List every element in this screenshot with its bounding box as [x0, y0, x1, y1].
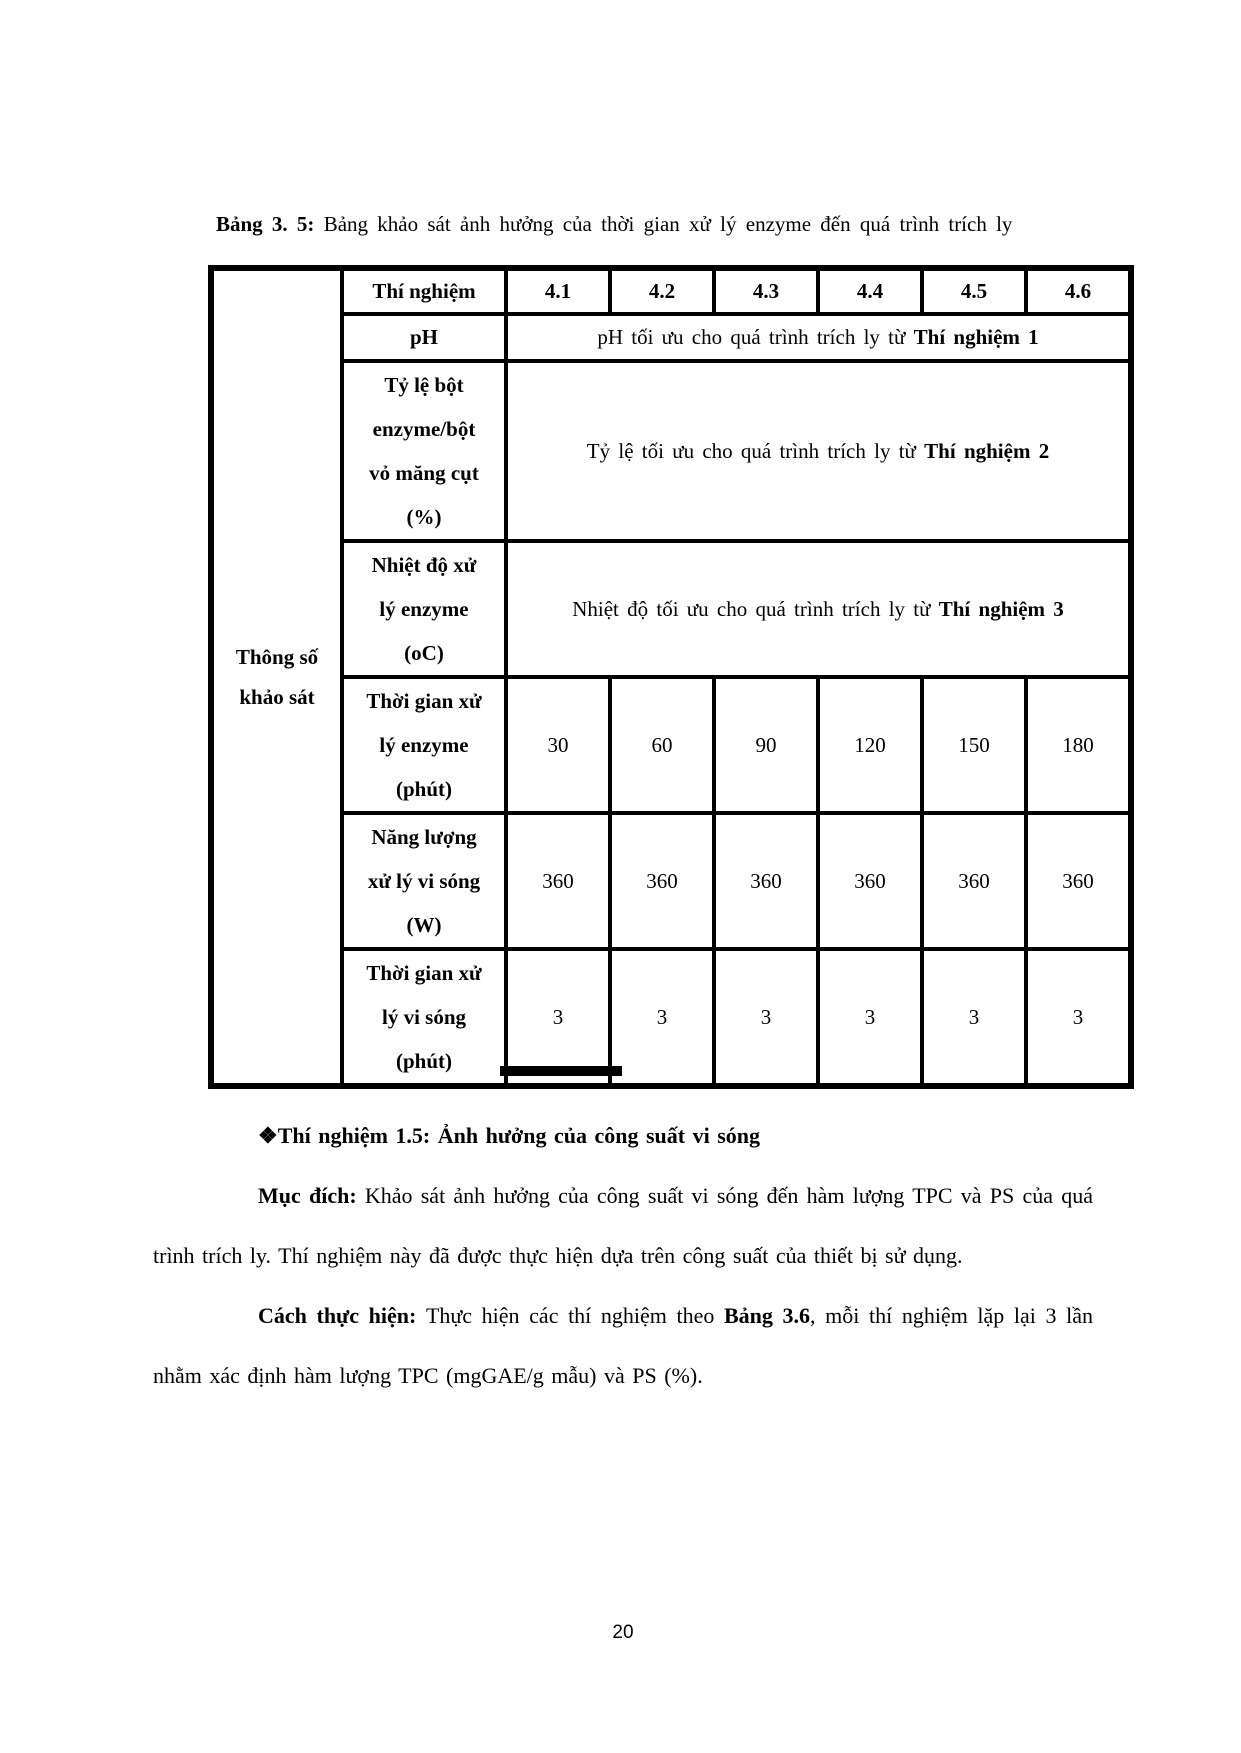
value-cell: 360 — [610, 813, 714, 949]
row-label-line: lý vi sóng — [381, 1005, 467, 1029]
row-label-line: lý enzyme — [379, 733, 469, 757]
value-cell: 360 — [818, 813, 922, 949]
row-label-cell — [342, 949, 506, 1086]
table-row — [211, 268, 1131, 314]
paragraph-text: Thực hiện các thí nghiệm theo — [425, 1303, 724, 1328]
value-cell: 360 — [922, 813, 1026, 949]
row-span-value-cell — [506, 314, 1131, 361]
experiment-number-cell: 4.1 — [506, 268, 610, 314]
table-caption — [216, 212, 1056, 237]
header-label-cell: Thí nghiệm — [342, 268, 506, 314]
value-cell: 150 — [922, 677, 1026, 813]
paragraph-text-bold: Bảng 3.6 — [724, 1303, 811, 1328]
experiment-number-cell: 4.4 — [818, 268, 922, 314]
experiment-number-cell: 4.3 — [714, 268, 818, 314]
section-heading: ❖Thí nghiệm 1.5: Ảnh hưởng của công suất vi sóng — [258, 1123, 760, 1148]
row-label-line: Thời gian xử — [366, 689, 482, 713]
table-caption-text: Bảng khảo sát ảnh hưởng của thời gian xử lý enzyme đến quá trình trích ly — [314, 212, 1013, 236]
table-row — [211, 677, 1131, 813]
paragraph-text: Khảo sát ảnh hưởng của công suất vi sóng đến hàm lượng TPC và PS của quá trình trích ly. Thí nghiệm này đã được thực hiện dựa trên công suất của thiết bị sử dụng. — [153, 1183, 1093, 1268]
table-caption-label: Bảng 3. 5: — [216, 212, 315, 236]
row-label-cell — [342, 361, 506, 541]
row-label-line: (phút) — [395, 777, 453, 801]
value-cell: 3 — [610, 949, 714, 1086]
row-label-line: Thời gian xử — [366, 961, 482, 985]
value-cell: 180 — [1026, 677, 1131, 813]
value-cell: 120 — [818, 677, 922, 813]
value-cell: 3 — [1026, 949, 1131, 1086]
table-row — [211, 541, 1131, 677]
value-cell: 360 — [714, 813, 818, 949]
row-label-cell — [342, 677, 506, 813]
row-group-label-cell — [211, 268, 342, 1086]
row-label-line: Tỷ lệ bột — [384, 373, 464, 397]
span-text-bold: Thí nghiệm 2 — [924, 438, 1050, 463]
row-label-line: Nhiệt độ xử — [371, 553, 477, 577]
row-label-line: (W) — [406, 913, 442, 937]
paragraph-lead: Cách thực hiện: — [258, 1303, 426, 1328]
row-label-cell — [342, 813, 506, 949]
row-label-line: enzyme/bột — [372, 417, 476, 441]
span-text-bold: Thí nghiệm 3 — [938, 596, 1064, 621]
row-span-value-cell — [506, 361, 1131, 541]
scan-artifact-bar — [500, 1066, 622, 1076]
table-row — [211, 813, 1131, 949]
span-text: pH tối ưu cho quá trình trích ly từ — [597, 325, 914, 349]
paragraph-muc-dich — [153, 1166, 1093, 1286]
table-row — [211, 314, 1131, 361]
row-label-cell — [342, 541, 506, 677]
experiment-number-cell: 4.2 — [610, 268, 714, 314]
row-group-label-line: Thông số — [235, 645, 319, 669]
page-number: 20 — [612, 1622, 634, 1643]
row-label-line: Năng lượng — [371, 825, 477, 849]
value-cell: 3 — [506, 949, 610, 1086]
paragraph-cach-thuc-hien — [153, 1286, 1093, 1406]
value-cell: 30 — [506, 677, 610, 813]
paragraph-lead: Mục đích: — [258, 1183, 365, 1208]
span-text: Nhiệt độ tối ưu cho quá trình trích ly từ — [572, 596, 939, 621]
table-row — [211, 949, 1131, 1086]
row-label-line: xử lý vi sóng — [367, 869, 481, 893]
row-group-label-line: khảo sát — [239, 685, 315, 709]
value-cell: 90 — [714, 677, 818, 813]
value-cell: 60 — [610, 677, 714, 813]
table-row — [211, 361, 1131, 541]
span-text-bold: Thí nghiệm 1 — [913, 325, 1039, 349]
value-cell: 3 — [922, 949, 1026, 1086]
experiment-number-cell: 4.6 — [1026, 268, 1131, 314]
row-label-cell: pH — [342, 314, 506, 361]
row-label-line: (%) — [406, 505, 442, 529]
row-label-line: (phút) — [395, 1049, 453, 1073]
span-text: Tỷ lệ tối ưu cho quá trình trích ly từ — [586, 438, 925, 463]
paragraph-text: , mỗi thí nghiệm lặp lại 3 lần nhằm xác định hàm lượng TPC (mgGAE/g mẫu) và PS (%). — [153, 1303, 1093, 1388]
row-label-line: lý enzyme — [379, 597, 469, 621]
experiment-number-cell: 4.5 — [922, 268, 1026, 314]
value-cell: 360 — [1026, 813, 1131, 949]
value-cell: 360 — [506, 813, 610, 949]
value-cell: 3 — [714, 949, 818, 1086]
row-label-line: (oC) — [404, 641, 444, 665]
row-label-line: vỏ măng cụt — [369, 461, 479, 485]
survey-parameters-table — [208, 265, 1134, 1089]
body-text-block — [153, 1106, 1093, 1406]
row-span-value-cell — [506, 541, 1131, 677]
value-cell: 3 — [818, 949, 922, 1086]
